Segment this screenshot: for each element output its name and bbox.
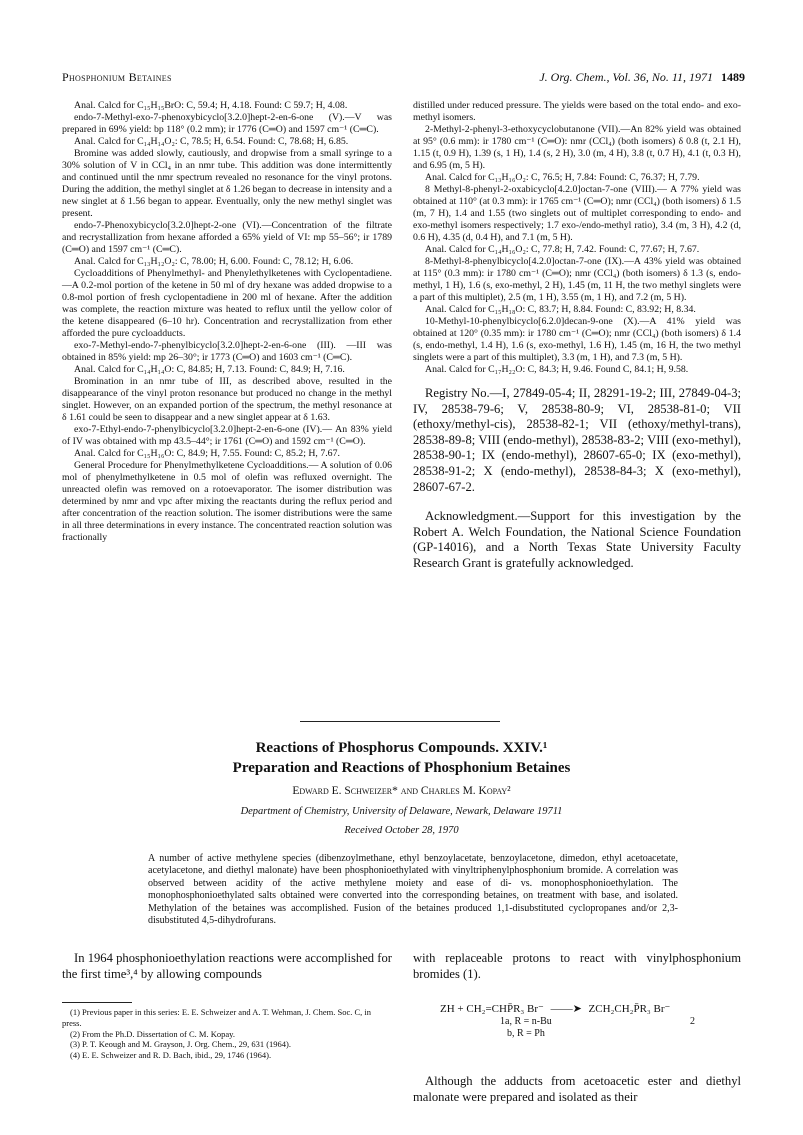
running-title: Phosphonium Betaines	[62, 70, 172, 84]
equation-product: ZCH₂CH₂P̄R₃ Br⁻	[588, 1003, 671, 1015]
section-divider	[300, 721, 500, 722]
registry-numbers: Registry No.—I, 27849-05-4; II, 28291-19-2; III, 27849-04-3; IV, 28538-79-6; V, 28538-80-9; VI, 28538-81-0; VII (ethoxy/methyl-cis), 28538-82-1; VII (ethoxy/methyl-trans), 28538-89-8; VIII (endo-methyl), 28538-83-2; VIII (exo-methyl), 28538-90-1; IX (endo-methyl), 28607-65-0; IX (exo-methyl), 28538-91-2; X (endo-methyl), 28538-84-3; X (exo-methyl), 28607-67-2.	[413, 386, 741, 494]
paragraph: exo-7-Ethyl-endo-7-phenylbicyclo[3.2.0]hept-2-en-6-one (IV).— An 83% yield of IV was obtained with mp 43.5–44°; ir 1761 (C═O) and 1592 cm⁻¹ (C═O).	[62, 424, 392, 447]
footnote: (4) E. E. Schweizer and R. D. Bach, ibid., 29, 1746 (1964).	[70, 1050, 272, 1061]
paragraph: Bromine was added slowly, cautiously, and dropwise from a small syringe to a 30% solution of V in CCl₄ in an nmr tube. This addition was done intermittently and continued until the nmr spectrum revealed no resonance for the vinyl protons. During the addition, the methyl singlet at δ 1.26 began to decrease in intensity and a new singlet at δ 1.56 began to appear. Eventually, only the new methyl singlet was present.	[62, 148, 392, 219]
authors: Edward E. Schweizer* and Charles M. Kopay²	[292, 785, 511, 797]
reaction-arrow-icon: ——➤	[550, 1003, 582, 1015]
affiliation: Department of Chemistry, University of Delaware, Newark, Delaware 19711	[240, 806, 563, 817]
equation-reactants: ZH + CH₂=CHP̄R₃ Br⁻	[440, 1003, 544, 1015]
paragraph: Anal. Calcd for C₁₄H₁₆O₂: C, 77.8; H, 7.42. Found: C, 77.67; H, 7.67.	[425, 244, 700, 255]
received-date: Received October 28, 1970	[344, 825, 459, 836]
paragraph: Anal. Calcd for C₁₅H₁₆O: C, 84.9; H, 7.55. Found: C, 85.2; H, 7.67.	[74, 448, 340, 459]
paragraph: Anal. Calcd for C₁₃H₁₂O₂: C, 78.00; H, 6.00. Found: C, 78.12; H, 6.06.	[74, 256, 354, 267]
intro-continuation: with replaceable protons to react with vinylphosphonium bromides (1).	[413, 951, 741, 981]
paragraph: endo-7-Methyl-exo-7-phenoxybicyclo[3.2.0]hept-2-en-6-one (V).—V was prepared in 69% yield: bp 118° (0.2 mm); ir 1776 (C═O) and 1597 cm⁻¹ (C═C).	[62, 112, 392, 135]
paragraph: 2-Methyl-2-phenyl-3-ethoxycyclobutanone (VII).—An 82% yield was obtained at 95° (0.6 mm): ir 1780 cm⁻¹ (C═O): nmr (CCl₄) (both isomers) δ 0.8 (t, 2.1 H), 1.15 (t, 0.9 H), 1.39 (s, 1 H), 1.4 (s, 2 H), 3.0 (m, 4 H), 3.8 (t, 0.7 H), 4.1 (t, 0.3 H), and 6.95 (m, 5 H).	[413, 124, 741, 171]
equation-label-2: 2	[690, 1016, 695, 1027]
paragraph: 10-Methyl-10-phenylbicyclo[6.2.0]decan-9-one (X).—A 41% yield was obtained at 120° (0.35 mm): ir 1780 cm⁻¹ (C═O); nmr (CCl₄) (both isomers) δ 1.4 (s, endo-methyl, 1.4 H), 1.6 (s, exo-methyl, 1.6 H), 1.45 (m, 16 H, the two methyl singlets were a part of this multiplet), 3.3 (m, 1 H), and 7.3 (m, 5 H).	[413, 316, 741, 363]
article-title: Reactions of Phosphorus Compounds. XXIV.¹	[255, 740, 548, 756]
paragraph: Anal. Calcd for C₁₇H₂₂O: C, 84.3; H, 9.46. Found C, 84.1; H, 9.58.	[425, 364, 689, 375]
acknowledgment: Acknowledgment.—Support for this investigation by the Robert A. Welch Foundation, the National Science Foundation (GP-14016), and a North Texas State University Faculty Research Grant is gratefully acknowledged.	[413, 509, 741, 570]
footnotes	[62, 1007, 392, 1061]
equation-label-1a: 1a, R = n-Bu	[500, 1016, 552, 1027]
footnote: (2) From the Ph.D. Dissertation of C. M. Kopay.	[70, 1028, 235, 1039]
intro-paragraph: In 1964 phosphonioethylation reactions were accomplished for the first time³,⁴ by allowing compounds	[62, 951, 392, 981]
article-subtitle: Preparation and Reactions of Phosphonium Betaines	[232, 760, 571, 776]
left-column	[62, 100, 392, 544]
paragraph: Bromination in an nmr tube of III, as described above, resulted in the disappearance of the vinyl proton resonance but produced no change in the methyl singlet. However, on an expanded portion of the spectrum, the methyl resonance at δ 1.61 could be seen to disappear and a new singlet appear at δ 1.63.	[62, 376, 392, 423]
footnote-rule	[62, 1002, 132, 1003]
paragraph: Anal. Calcd for C₁₄H₁₄O: C, 84.85; H, 7.13. Found: C, 84.9; H, 7.16.	[74, 364, 345, 375]
body-paragraph: Although the adducts from acetoacetic ester and diethyl malonate were prepared and isolated as their	[413, 1074, 741, 1104]
right-column	[413, 100, 741, 572]
abstract: A number of active methylene species (dibenzoylmethane, ethyl benzoylacetate, benzoylacetone, dimedon, ethyl acetoacetate, acetylacetone, and diethyl malonate) have been phosphonioethylated with vinyltriphenylphosphonium bromide. A correlation was observed between acidity of the active methylene moiety and ease of di- vs. monophosphonioethylation. The monophosphonioethylated salts obtained were converted into the corresponding betaines, on treatment with base, and isolated. Methylation of the betaines was accomplished. Fusion of the betaines produced 1,1-disubstituted cyclopropanes and/or 2,3-disubstituted 4,5-dihydrofurans.	[148, 853, 678, 927]
running-header	[62, 70, 745, 88]
reaction-equation	[440, 1003, 695, 1042]
paragraph: Anal. Calcd for C₁₅H₁₅BrO: C, 59.4; H, 4.18. Found: C 59.7; H, 4.08.	[74, 100, 348, 111]
page-number: 1489	[721, 70, 745, 84]
equation-label-1b: b, R = Ph	[507, 1028, 545, 1039]
paragraph: Anal. Calcd for C₁₅H₁₈O: C, 83.7; H, 8.84. Found: C, 83.92; H, 8.34.	[425, 304, 696, 315]
paragraph: 8 Methyl-8-phenyl-2-oxabicyclo[4.2.0]octan-7-one (VIII).— A 77% yield was obtained at 110° (at 0.3 mm): ir 1765 cm⁻¹ (C═O); nmr (CCl₄) (both isomers) δ 1.5 (m, 7 H), 1.4 and 1.55 (two singlets out of multiplet corresponding to endo- and exo-methyl isomers respectively; 1.7 exo-/endo-methyl ratio), 3.4 (m, 3 H), 4.2 (d, 0.6 H), 4.35 (d, 0.4 H), and 7.1 (m, 5 H).	[413, 184, 741, 243]
footnote: (1) Previous paper in this series: E. E. Schweizer and A. T. Wehman, J. Chem. Soc. C, in press.	[62, 1007, 372, 1028]
paragraph: distilled under reduced pressure. The yields were based on the total endo- and exo-methyl isomers.	[413, 100, 741, 123]
paragraph: Cycloadditions of Phenylmethyl- and Phenylethylketenes with Cyclopentadiene.—A 0.2-mol portion of the ketene in 50 ml of dry hexane was added dropwise to a 0.8-mol portion of fresh cyclopentadiene in 200 ml of hexane. After the addition was complete, the reaction mixture was heated to reflux until the yellow color of the ketene disappeared (6–10 hr). Concentration and recrystallization from ether afforded the pure cycloadducts.	[62, 268, 392, 339]
paragraph: endo-7-Phenoxybicyclo[3.2.0]hept-2-one (VI).—Concentration of the filtrate and recrystallization from hexane afforded a 65% yield of VI: mp 55–56°; ir 1789 (C═O) and 1597 cm⁻¹ (C═C).	[62, 220, 392, 255]
paragraph: General Procedure for Phenylmethylketene Cycloadditions.— A solution of 0.06 mol of phenylmethylketene in 0.5 mol of olefin was refluxed overnight. The unreacted olefin was removed on a rotoevaporator. The isomer distribution was determined by nmr and vpc after mixing the reactants during the reflux period and after concentration of the reaction solution. The isomer distributions were the same in all three determinations in every instance. The concentrated reaction solution was fractionally	[62, 460, 392, 543]
paragraph: exo-7-Methyl-endo-7-phenylbicyclo[3.2.0]hept-2-en-6-one (III). —III was obtained in 85% yield: mp 26–30°; ir 1773 (C═O) and 1603 cm⁻¹ (C═C).	[62, 340, 392, 363]
paragraph: 8-Methyl-8-phenylbicyclo[4.2.0]octan-7-one (IX).—A 43% yield was obtained at 115° (0.3 mm): ir 1780 cm⁻¹ (C═O); nmr (CCl₄) (both isomers) δ 1.3 (s, endo-methyl, 1 H), 1.6 (s, exo-methyl, 2 H), 1.45 (m, 11 H, the two methyl singlets were a part of this multiplet), 2.5 (m, 1 H), 3.55 (m, 1 H), and 7.2 (m, 5 H).	[413, 256, 741, 303]
paragraph: Anal. Calcd for C₁₄H₁₄O₂: C, 78.5; H, 6.54. Found: C, 78.68; H, 6.85.	[74, 136, 349, 147]
footnote: (3) P. T. Keough and M. Grayson, J. Org. Chem., 29, 631 (1964).	[70, 1039, 291, 1050]
journal-citation: J. Org. Chem., Vol. 36, No. 11, 1971 1489	[539, 70, 745, 84]
paragraph: Anal. Calcd for C₁₃H₁₆O₂: C, 76.5; H, 7.84: Found: C, 76.37; H, 7.79.	[425, 172, 700, 183]
